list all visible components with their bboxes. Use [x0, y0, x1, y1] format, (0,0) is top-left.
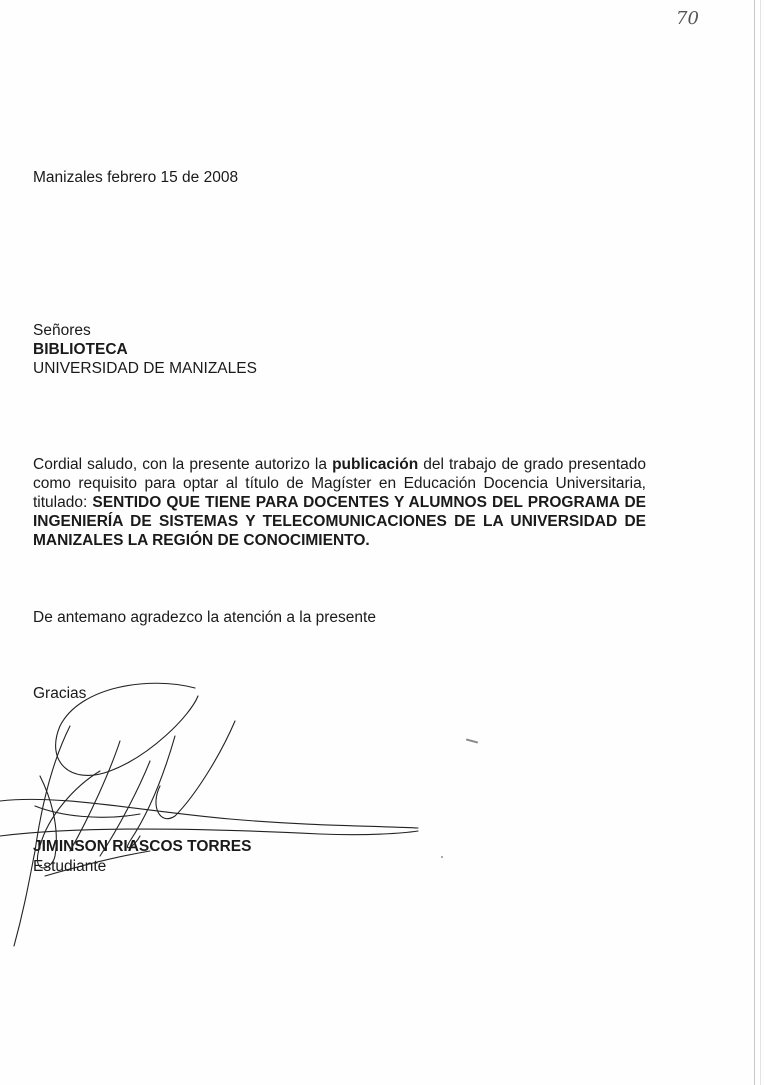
body-middle: del trabajo de grado presentado como requisito para optar al título de Magíster en Educación Docencia Universitaria, titulado: [33, 456, 646, 511]
scan-speck [466, 738, 478, 743]
scan-edge [754, 0, 755, 1085]
signer-name: JIMINSON RIASCOS TORRES [33, 838, 252, 855]
thanks-line: Gracias [33, 685, 87, 702]
scan-edge-outer [760, 0, 761, 1085]
thesis-title: SENTIDO QUE TIENE PARA DOCENTES Y ALUMNOS DEL PROGRAMA DE INGENIERÍA DE SISTEMAS Y TELECOMUNICACIONES DE LA UNIVERSIDAD DE MANIZALES LA REGIÓN DE CONOCIMIENTO. [33, 494, 646, 549]
salutation: Señores [33, 322, 91, 339]
body-emphasis: publicación [332, 456, 419, 473]
body-intro: Cordial saludo, con la presente autorizo la [33, 456, 327, 473]
handwritten-signature [0, 676, 430, 956]
closing-line: De antemano agradezco la atención a la presente [33, 609, 376, 626]
recipient-block [33, 321, 257, 378]
handwritten-page-number: 70 [676, 8, 699, 29]
signer-role: Estudiante [33, 858, 107, 875]
recipient-department: BIBLIOTECA [33, 341, 128, 358]
date-line: Manizales febrero 15 de 2008 [33, 169, 239, 186]
body-paragraph [33, 455, 646, 550]
recipient-institution: UNIVERSIDAD DE MANIZALES [33, 360, 257, 377]
scan-speck-small [441, 856, 443, 858]
